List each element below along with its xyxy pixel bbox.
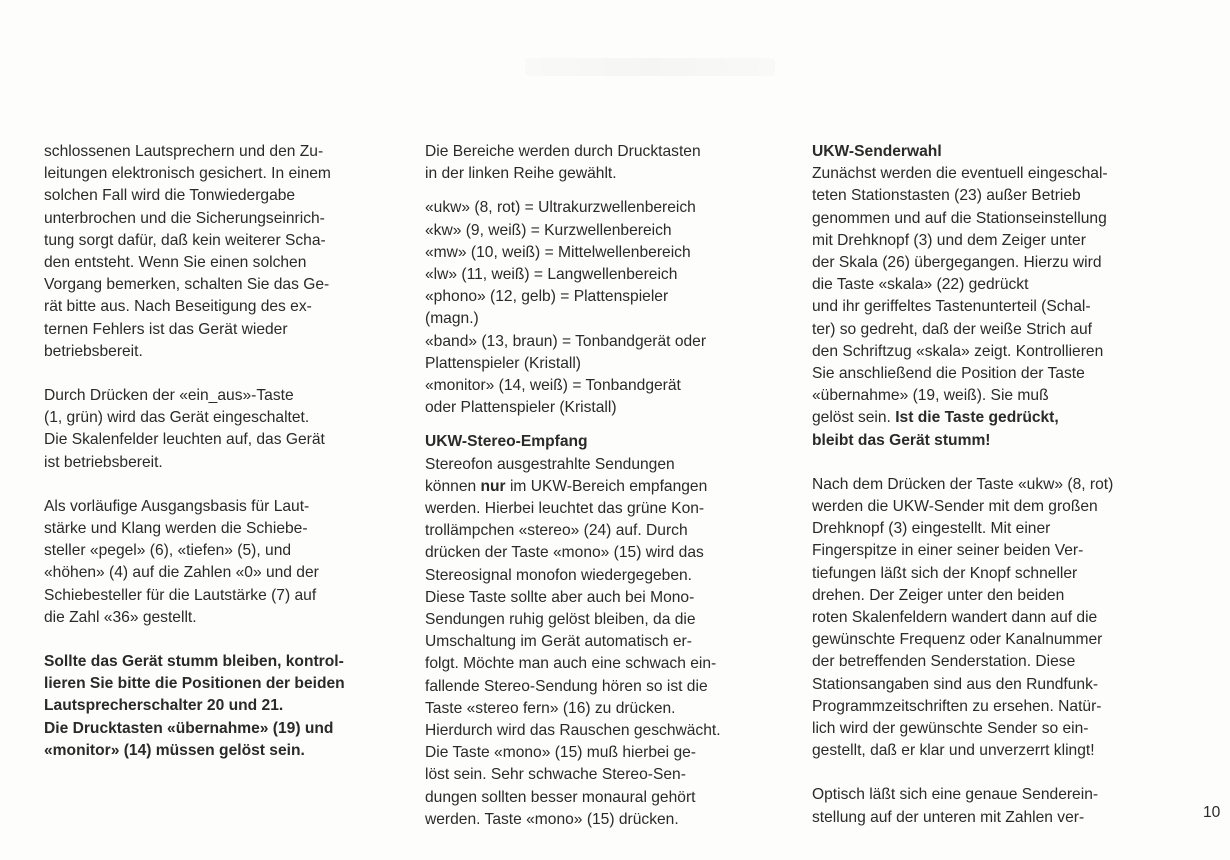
text-line: Diese Taste sollte aber auch bei Mono- — [425, 588, 695, 606]
text-line: Die Bereiche werden durch Drucktasten — [425, 143, 701, 160]
text-line: Zunächst werden die eventuell eingeschal- — [812, 165, 1108, 183]
text-line: Fingerspitze in einer seiner beiden Ver- — [812, 542, 1084, 560]
text-line: Umschaltung im Gerät automatisch er- — [425, 633, 692, 651]
text-line: Drehknopf (3) eingestellt. Mit einer — [812, 520, 1051, 538]
paragraph-initial-settings — [44, 496, 394, 629]
heading-ukw-stereo: UKW-Stereo-Empfang — [425, 433, 588, 451]
text-line: Durch Drücken der «ein_aus»-Taste — [44, 387, 294, 405]
list-item: (magn.) — [425, 310, 479, 328]
text-line — [812, 407, 1182, 429]
paragraph-power-on — [44, 385, 394, 474]
text-line: «monitor» (14) müssen gelöst sein. — [44, 741, 305, 759]
text-fragment: können — [425, 477, 481, 495]
text-fragment: gelöst sein. — [812, 409, 896, 427]
text-line: Optisch läßt sich eine genaue Senderein- — [812, 786, 1099, 804]
text-line: dungen sollten besser monaural gehört — [425, 788, 696, 806]
text-line: in der linken Reihe gewählt. — [425, 165, 617, 183]
list-item: «lw» (11, weiß) = Langwellenbereich — [425, 266, 678, 284]
text-line: steller «pegel» (6), «tiefen» (5), und — [44, 542, 292, 560]
list-item: Plattenspieler (Kristall) — [425, 354, 581, 372]
paragraph-ranges-intro — [425, 141, 785, 185]
list-item: «band» (13, braun) = Tonbandgerät oder — [425, 332, 707, 350]
text-line: Die Drucktasten «übernahme» (19) und — [44, 719, 334, 737]
text-line: Schiebesteller für die Lautstärke (7) auf — [44, 586, 317, 604]
paragraph-warning-bold — [44, 651, 394, 762]
text-line: roten Skalenfeldern wandert dann auf die — [812, 609, 1098, 627]
text-fragment: im UKW-Bereich empfangen — [505, 477, 708, 495]
text-line: Sie anschließend die Position der Taste — [812, 365, 1085, 383]
text-line: trollämpchen «stereo» (24) auf. Durch — [425, 522, 688, 540]
faint-bleed-through — [525, 58, 775, 76]
text-line: der Skala (26) übergegangen. Hierzu wird — [812, 254, 1102, 272]
text-line: bleibt das Gerät stumm! — [812, 431, 991, 449]
text-line: schlossenen Lautsprechern und den Zu- — [44, 143, 324, 160]
text-line: tung sorgt dafür, daß kein weiterer Scha- — [44, 231, 326, 249]
text-line: Lautsprecherschalter 20 und 21. — [44, 697, 284, 715]
text-line: und ihr geriffeltes Tastenunterteil (Schal- — [812, 298, 1091, 316]
text-line: Die Taste «mono» (15) muß hierbei ge- — [425, 744, 697, 762]
text-line — [425, 476, 785, 498]
text-line: Die Skalenfelder leuchten auf, das Gerät — [44, 431, 325, 449]
text-line: die Zahl «36» gestellt. — [44, 608, 197, 626]
text-line: gewünschte Frequenz oder Kanalnummer — [812, 631, 1103, 649]
list-item: oder Plattenspieler (Kristall) — [425, 399, 617, 417]
text-line: Stereofon ausgestrahlte Sendungen — [425, 455, 675, 473]
paragraph-ukw-tuning — [812, 474, 1182, 763]
text-line: mit Drehknopf (3) und dem Zeiger unter — [812, 231, 1086, 249]
text-line: teten Stationstasten (23) außer Betrieb — [812, 187, 1081, 205]
paragraph-station-selection — [812, 163, 1182, 452]
text-line: werden. Taste «mono» (15) drücken. — [425, 810, 679, 828]
text-line: (1, grün) wird das Gerät eingeschaltet. — [44, 409, 310, 427]
paragraph-safety — [44, 141, 394, 363]
emphasis-nur: nur — [480, 477, 506, 495]
text-line: Stereosignal monofon wiedergegeben. — [425, 566, 693, 584]
text-line: werden. Hierbei leuchtet das grüne Kon- — [425, 500, 705, 518]
band-button-list — [425, 197, 785, 419]
text-line: gestellt, daß er klar und unverzerrt klingt! — [812, 742, 1095, 760]
text-line: Stationsangaben sind aus den Rundfunk- — [812, 675, 1099, 693]
list-item: «phono» (12, gelb) = Plattenspieler — [425, 288, 669, 306]
text-line: genommen und auf die Stationseinstellung — [812, 209, 1107, 227]
column-left — [44, 141, 394, 762]
paragraph-stereo — [425, 454, 785, 831]
text-line: unterbrochen und die Sicherungseinrich- — [44, 209, 325, 227]
text-line: drücken der Taste «mono» (15) wird das — [425, 544, 704, 562]
text-line: ternen Fehlers ist das Gerät wieder — [44, 320, 288, 338]
column-middle — [425, 141, 785, 831]
text-line: «übernahme» (19, weiß). Sie muß — [812, 387, 1049, 405]
list-item: «mw» (10, weiß) = Mittelwellenbereich — [425, 243, 691, 261]
text-line: Sollte das Gerät stumm bleiben, kontrol- — [44, 653, 344, 671]
list-item: «ukw» (8, rot) = Ultrakurzwellenbereich — [425, 199, 696, 217]
text-line: den Schriftzug «skala» zeigt. Kontrollieren — [812, 342, 1104, 360]
text-line: löst sein. Sehr schwache Stereo-Sen- — [425, 766, 686, 784]
text-line: solchen Fall wird die Tonwiedergabe — [44, 187, 296, 205]
text-line: Vorgang bemerken, schalten Sie das Ge- — [44, 276, 330, 294]
text-line: Hierdurch wird das Rauschen geschwächt. — [425, 722, 721, 740]
page-number: 10 — [1203, 804, 1221, 821]
text-line: lich wird der gewünschte Sender so ein- — [812, 720, 1089, 738]
text-line: der betreffenden Senderstation. Diese — [812, 653, 1076, 671]
text-line: lieren Sie bitte die Positionen der beiden — [44, 675, 345, 693]
text-line: Sendungen ruhig gelöst bleiben, da die — [425, 611, 696, 629]
text-line: «höhen» (4) auf die Zahlen «0» und der — [44, 564, 319, 582]
text-line: die Taste «skala» (22) gedrückt — [812, 276, 1029, 294]
text-line: leitungen elektronisch gesichert. In einem — [44, 165, 331, 183]
text-line: ter) so gedreht, daß der weiße Strich auf — [812, 320, 1092, 338]
text-line: Taste «stereo fern» (16) zu drücken. — [425, 699, 676, 717]
list-item: «kw» (9, weiß) = Kurzwellenbereich — [425, 221, 672, 239]
text-line: fallende Stereo-Sendung hören so ist die — [425, 677, 708, 695]
text-line: werden die UKW-Sender mit dem großen — [812, 498, 1098, 516]
emphasis-warning: Ist die Taste gedrückt, — [895, 409, 1059, 427]
column-right — [812, 141, 1182, 829]
text-line: Programmzeitschriften zu ersehen. Natür- — [812, 697, 1102, 715]
text-line: stellung auf der unteren mit Zahlen ver- — [812, 808, 1085, 826]
text-line: stärke und Klang werden die Schiebe- — [44, 520, 308, 538]
text-line: Nach dem Drücken der Taste «ukw» (8, rot) — [812, 475, 1114, 493]
text-line: betriebsbereit. — [44, 342, 143, 360]
text-line: folgt. Möchte man auch eine schwach ein- — [425, 655, 717, 673]
text-line: rät bitte aus. Nach Beseitigung des ex- — [44, 298, 312, 316]
paragraph-optical-tuning — [812, 784, 1182, 828]
text-line: ist betriebsbereit. — [44, 453, 163, 471]
text-line: Als vorläufige Ausgangsbasis für Laut- — [44, 497, 310, 515]
text-line: tiefungen läßt sich der Knopf schneller — [812, 564, 1078, 582]
text-line: den entsteht. Wenn Sie einen solchen — [44, 254, 307, 272]
heading-ukw-senderwahl: UKW-Senderwahl — [812, 143, 942, 160]
text-line: drehen. Der Zeiger unter den beiden — [812, 586, 1065, 604]
list-item: «monitor» (14, weiß) = Tonbandgerät — [425, 377, 681, 395]
